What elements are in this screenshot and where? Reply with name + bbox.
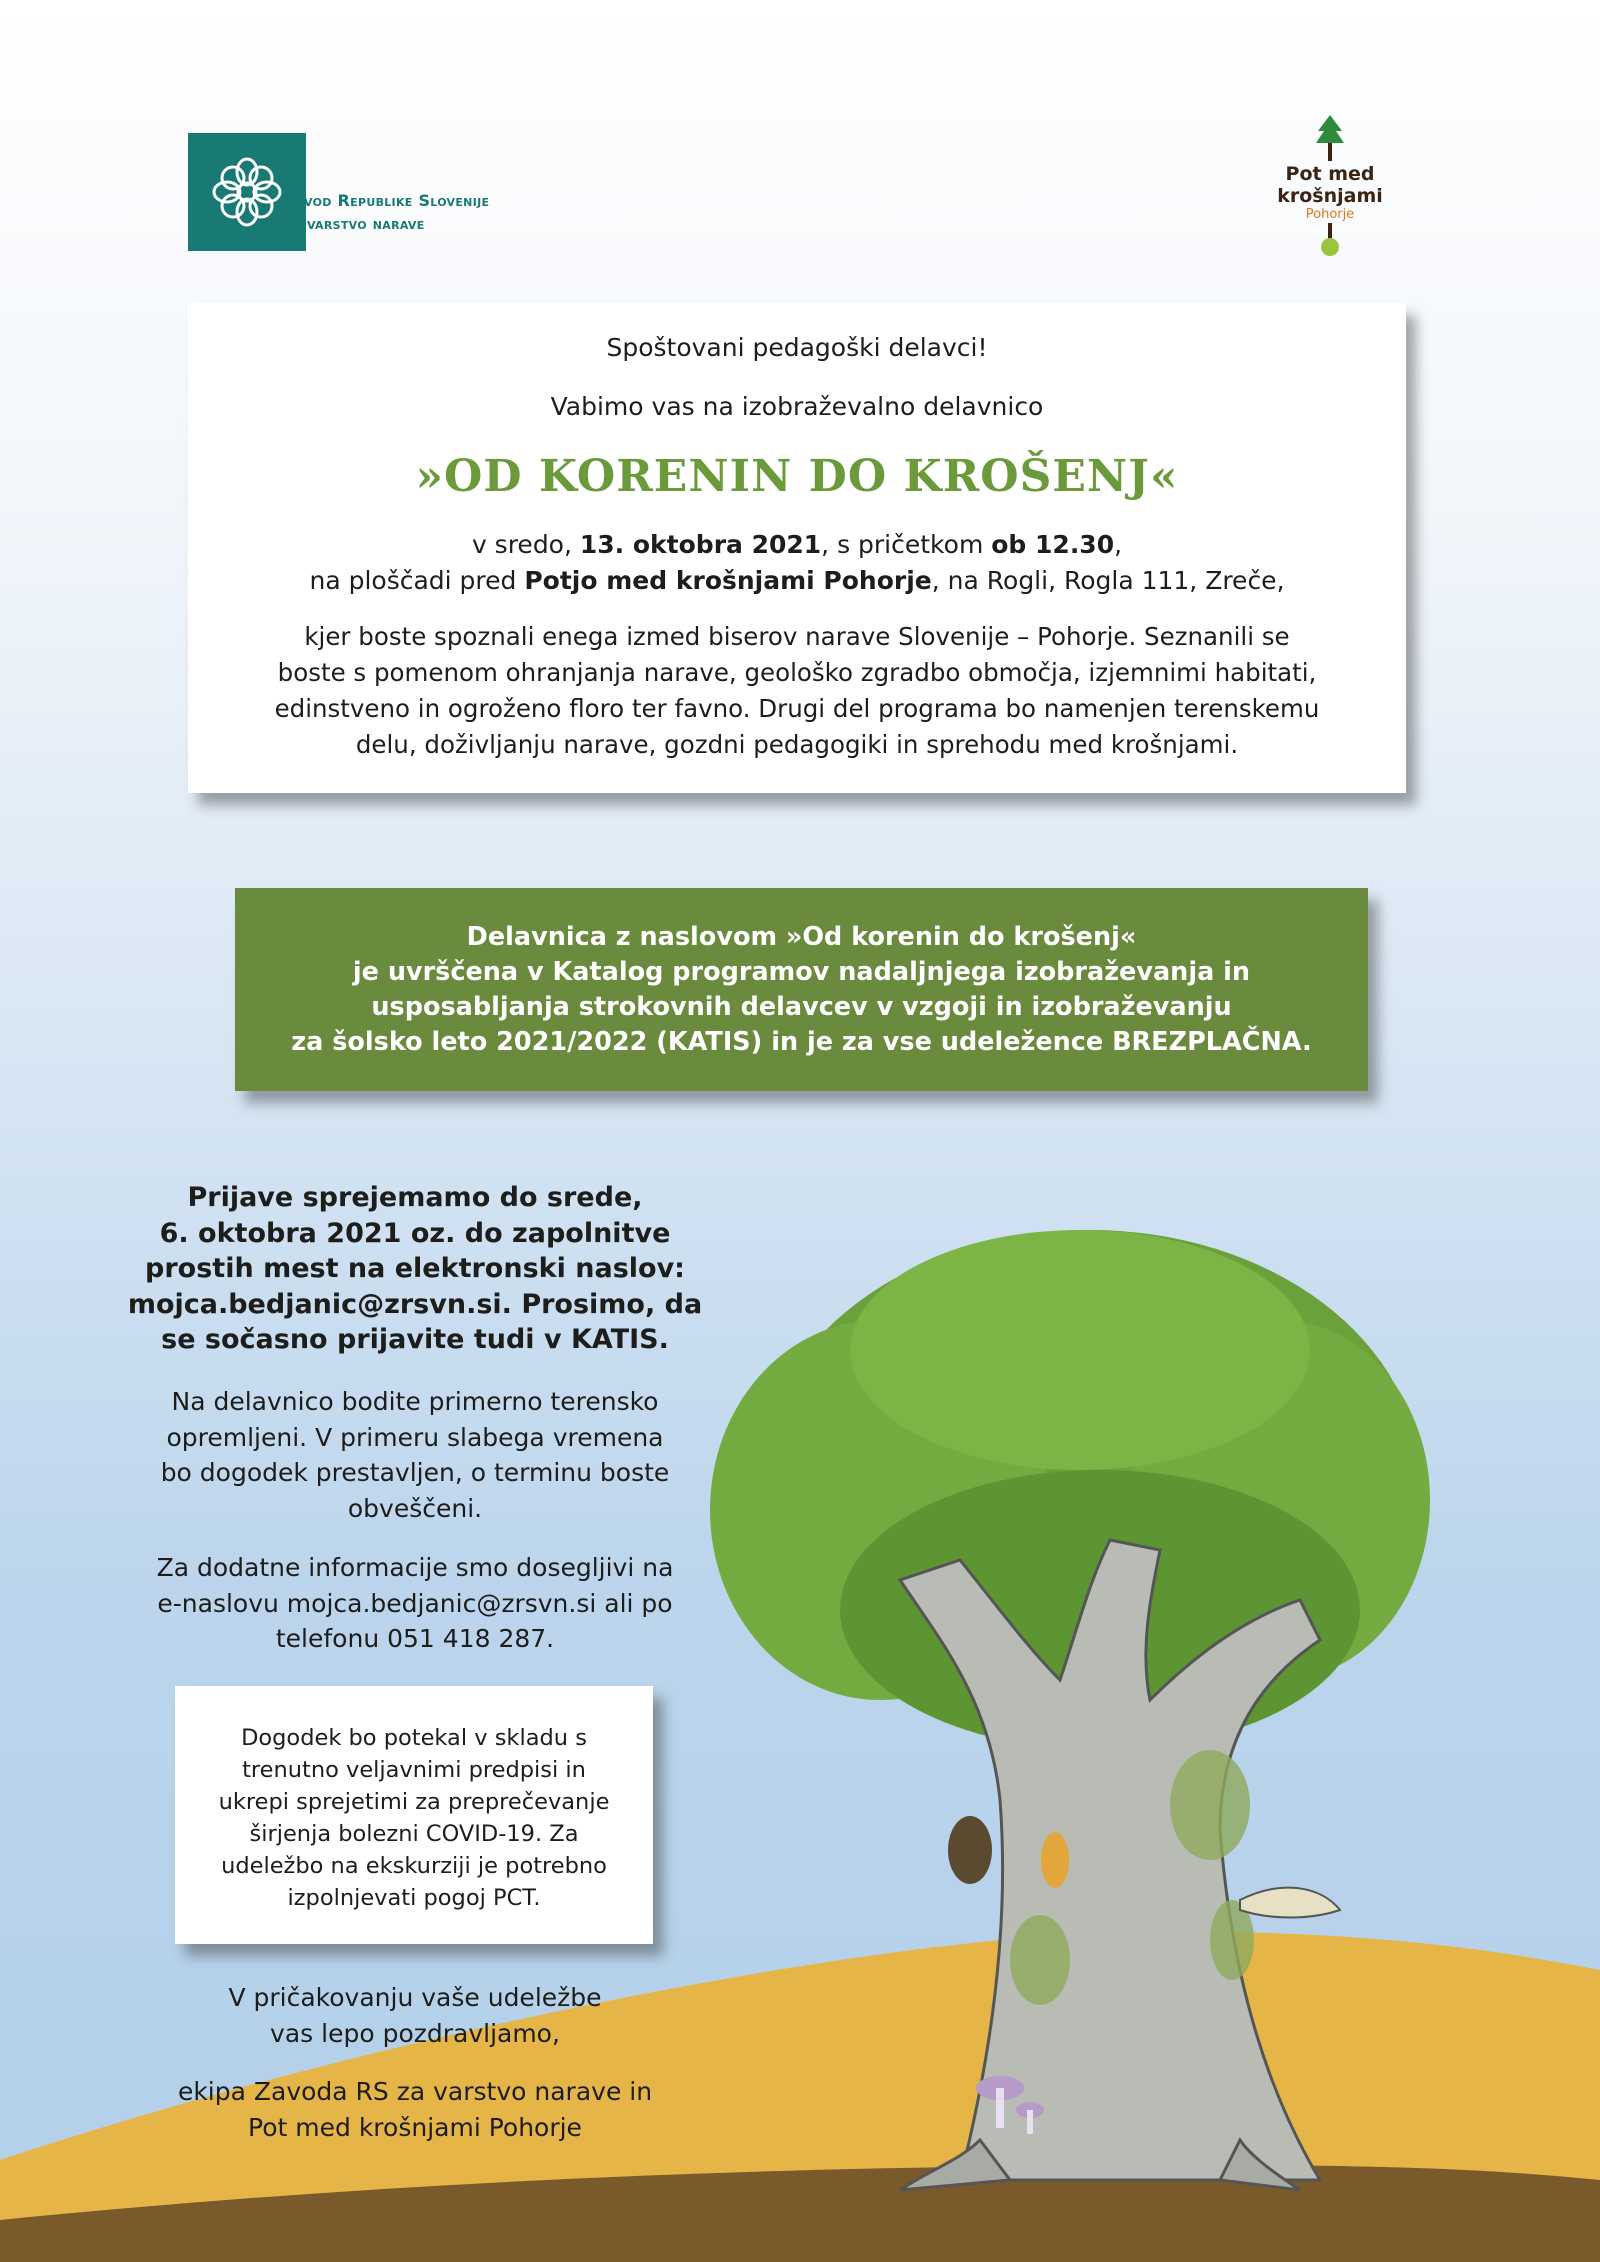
zrsvn-name-line2: za varstvo narave (284, 214, 425, 233)
contact-phone-line[interactable]: telefonu 051 418 287. (275, 1624, 555, 1653)
covid-line: širjenja bolezni COVID-19. Za (249, 1821, 579, 1847)
date-prefix: v sredo, (471, 530, 580, 559)
equipment-line: opremljeni. V primeru slabega vremena (166, 1422, 664, 1452)
covid-line: izpolnjevati pogoj PCT. (287, 1885, 541, 1911)
katis-line: je uvrščena v Katalog programov nadaljnjega izobraževanja in (352, 957, 1251, 987)
registration-line: Prijave sprejemamo do srede, (187, 1182, 643, 1213)
registration-email-line[interactable]: mojca.bedjanic@zrsvn.si. Prosimo, da (127, 1288, 703, 1320)
signature-line: Pot med krošnjami Pohorje (248, 2112, 582, 2142)
description-line: edinstveno in ogroženo floro ter favno. Drugi del programa bo namenjen terenskemu (274, 694, 1320, 723)
signature (120, 2074, 710, 2145)
equipment-line: bo dogodek prestavljen, o terminu boste (160, 1458, 670, 1487)
equipment-line: obveščeni. (347, 1493, 483, 1523)
registration-line: prostih mest na elektronski naslov: (145, 1253, 685, 1284)
tree-icon (1310, 113, 1350, 163)
date-value: 13. oktobra 2021 (579, 530, 822, 559)
registration-line: se sočasno prijavite tudi v KATIS. (161, 1324, 669, 1355)
katis-box (235, 888, 1368, 1091)
date-line (188, 527, 1406, 563)
closing-line: V pričakovanju vaše udeležbe (228, 1983, 602, 2012)
covid-line: Dogodek bo potekal v skladu s (241, 1725, 587, 1751)
pot-med-krosnjami-logo (1265, 113, 1395, 273)
greeting: Spoštovani pedagoški delavci! (606, 333, 988, 362)
date-suffix: , (1114, 530, 1123, 559)
registration-info (120, 1180, 710, 1358)
contact-email-line[interactable]: e-naslovu mojca.bedjanic@zrsvn.si ali po (157, 1588, 673, 1618)
invitation-card (188, 303, 1406, 793)
invitation-text: Vabimo vas na izobraževalno delavnico (550, 392, 1044, 421)
pmk-line1: Pot med (1285, 163, 1375, 185)
date-time (188, 527, 1406, 599)
contact-line: Za dodatne informacije smo dosegljivi na (156, 1553, 674, 1582)
venue-prefix: na ploščadi pred (309, 566, 525, 595)
description-line: delu, doživljanju narave, gozdni pedagogiki in sprehodu med krošnjami. (355, 730, 1239, 759)
katis-line: za šolsko leto 2021/2022 (KATIS) in je za vse udeležence BREZPLAČNA. (291, 1027, 1312, 1057)
zrsvn-name (284, 189, 489, 235)
covid-line: udeležbo na ekskurziji je potrebno (221, 1853, 607, 1879)
registration-line: 6. oktobra 2021 oz. do zapolnitve (159, 1217, 671, 1249)
workshop-title: »OD KORENIN DO KROŠENJ« (415, 451, 1179, 502)
equipment-note (120, 1384, 710, 1526)
katis-line: usposabljanja strokovnih delavcev v vzgoji in izobraževanju (371, 992, 1232, 1022)
description-line: boste s pomenom ohranjanja narave, geološko zgradbo območja, izjemnimi habitati, (277, 658, 1317, 687)
equipment-line: Na delavnico bodite primerno terensko (171, 1387, 659, 1416)
pmk-line2: krošnjami (1277, 185, 1383, 207)
venue-line (188, 563, 1406, 599)
closing-line: vas lepo pozdravljamo, (270, 2018, 560, 2048)
covid-line: ukrepi sprejetimi za preprečevanje (218, 1789, 610, 1815)
covid-notice (175, 1686, 653, 1944)
venue-address: , na Rogli, Rogla 111, Zreče, (931, 566, 1285, 595)
time-value: ob 12.30 (991, 530, 1115, 559)
description-line: kjer boste spoznali enega izmed biserov narave Slovenije – Pohorje. Seznanili se (304, 622, 1290, 651)
pmk-line3: Pohorje (1305, 207, 1355, 222)
contact-info (120, 1550, 710, 1657)
dot-icon (1310, 223, 1350, 257)
zrsvn-name-line1: Zavod Republike Slovenije (284, 191, 490, 210)
time-prefix: , s pričetkom (821, 530, 992, 559)
signature-line: ekipa Zavoda RS za varstvo narave in (177, 2077, 653, 2106)
covid-line: trenutno veljavnimi predpisi in (242, 1757, 586, 1783)
closing-greeting (120, 1980, 710, 2051)
workshop-description (228, 619, 1366, 763)
katis-line: Delavnica z naslovom »Od korenin do krošenj« (466, 922, 1137, 952)
venue-name: Potjo med krošnjami Pohorje (524, 566, 932, 595)
